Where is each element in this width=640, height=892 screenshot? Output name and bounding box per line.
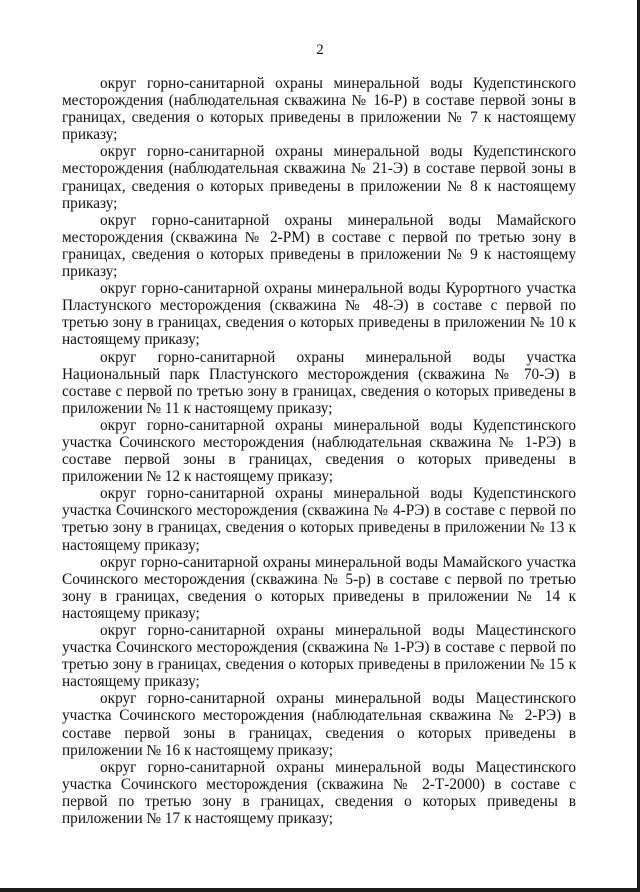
paragraph-10: округ горно-санитарной охраны минеральной воды Мацестинского участка Сочинского месторождения (наблюдательная скважина № 2-РЭ) в составе первой зоны в границах, сведения о которых приведены в приложении № 16 к настоящему приказу;	[62, 690, 576, 759]
paragraph-5: округ горно-санитарной охраны минеральной воды участка Национальный парк Пластунского месторождения (скважина № 70-Э) в составе с первой по третью зону в границах, сведения о которых приведены в приложении № 11 к настоящему приказу;	[62, 348, 576, 417]
paragraph-3: округ горно-санитарной охраны минеральной воды Мамайского месторождения (скважина № 2-РМ) в составе с первой по третью зону в границах, сведения о которых приведены в приложении № 9 к настоящему приказу;	[62, 211, 576, 281]
scan-edge-bottom	[0, 888, 640, 892]
paragraph-11: округ горно-санитарной охраны минеральной воды Мацестинского участка Сочинского месторождения (скважина № 2-Т-2000) в составе с первой по третью зону в границах, сведения о которых приведены в приложении № 17 к настоящему приказу;	[62, 758, 576, 828]
paragraph-4: округ горно-санитарной охраны минеральной воды Курортного участка Пластунского месторождения (скважина № 48-Э) в составе с первой по третью зону в границах, сведения о которых приведены в приложении № 10 к настоящему приказу;	[62, 280, 576, 349]
paragraph-7: округ горно-санитарной охраны минеральной воды Кудепстинского участка Сочинского месторождения (скважина № 4-РЭ) в составе с первой по третью зону в границах, сведения о которых приведены в приложении № 13 к настоящему приказу;	[62, 485, 576, 554]
paragraph-8: округ горно-санитарной охраны минеральной воды Мамайского участка Сочинского месторождения (скважина № 5-р) в составе с первой по третью зону в границах, сведения о которых приведены в приложении № 14 к настоящему приказу;	[62, 553, 576, 622]
document-body	[62, 75, 576, 827]
paragraph-1: округ горно-санитарной охраны минеральной воды Кудепстинского месторождения (наблюдательная скважина № 16-Р) в составе первой зоны в границах, сведения о которых приведены в приложении № 7 к настоящему приказу;	[62, 75, 576, 144]
page-number: 2	[316, 42, 324, 58]
paragraph-2: округ горно-санитарной охраны минеральной воды Кудепстинского месторождения (наблюдательная скважина № 21-Э) в составе первой зоны в границах, сведения о которых приведены в приложении № 8 к настоящему приказу;	[62, 143, 576, 212]
paragraph-6: округ горно-санитарной охраны минеральной воды Кудепстинского участка Сочинского месторождения (наблюдательная скважина № 1-РЭ) в составе первой зоны в границах, сведения о которых приведены в приложении № 12 к настоящему приказу;	[62, 416, 576, 486]
paragraph-9: округ горно-санитарной охраны минеральной воды Мацестинского участка Сочинского месторождения (скважина № 1-РЭ) в составе с первой по третью зону в границах, сведения о которых приведены в приложении № 15 к настоящему приказу;	[62, 622, 576, 691]
